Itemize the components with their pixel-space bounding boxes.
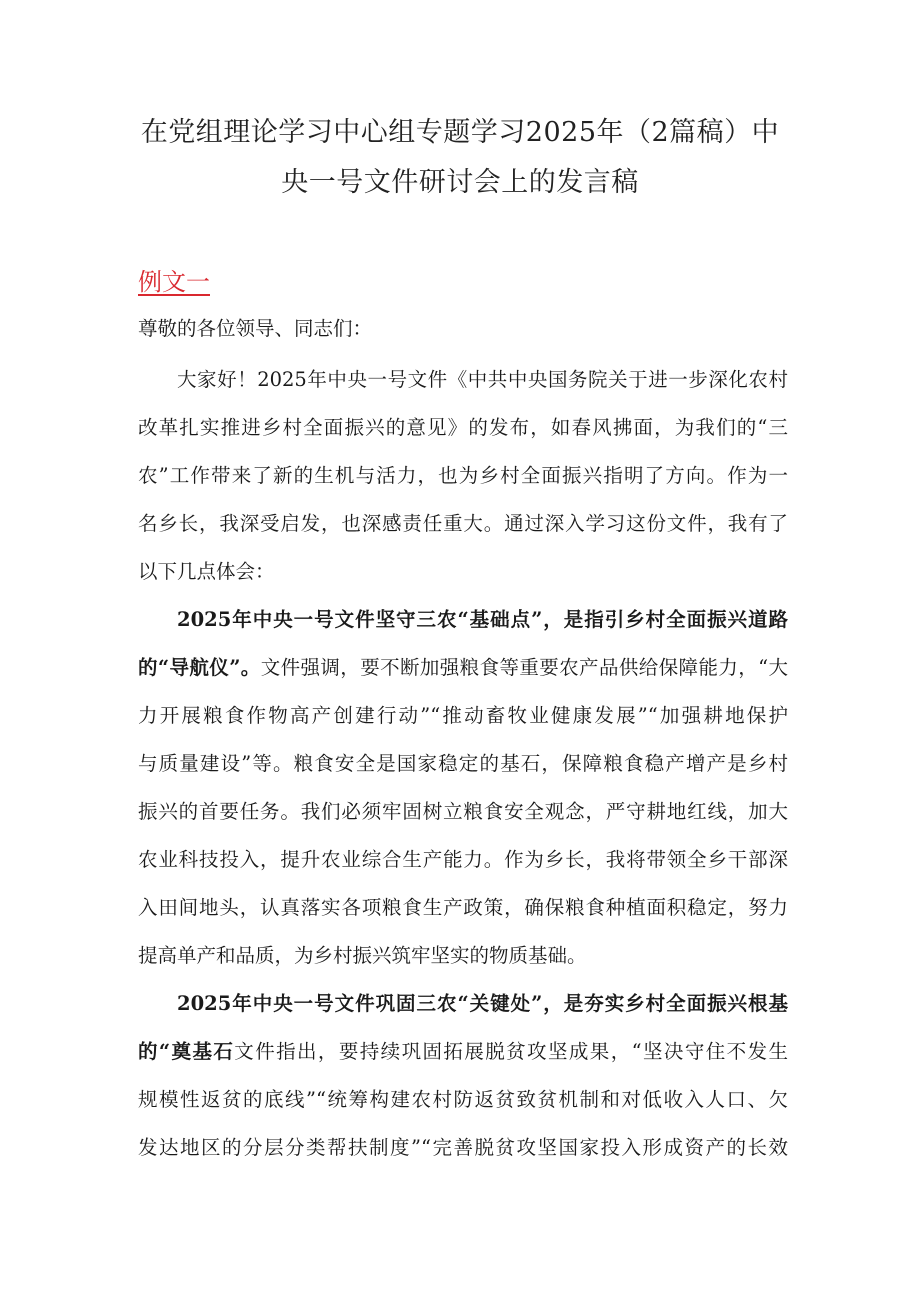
paragraph-1 xyxy=(138,356,788,596)
paragraph-2 xyxy=(138,596,788,980)
title-line-2: 央一号文件研讨会上的发言稿 xyxy=(281,167,639,198)
paragraph-line xyxy=(138,644,788,692)
paragraph-line: 振兴的首要任务。我们必须牢固树立粮食安全观念，严守耕地红线，加大 xyxy=(138,800,788,823)
paragraph-line: 入田间地头，认真落实各项粮食生产政策，确保粮食种植面积稳定，努力 xyxy=(138,896,788,919)
paragraph-line: 与质量建设”等。粮食安全是国家稳定的基石，保障粮食稳产增产是乡村 xyxy=(138,752,788,775)
paragraph-heading-line: 2025年中央一号文件坚守三农“基础点”，是指引乡村全面振兴道路 xyxy=(177,608,788,631)
paragraph-line: 农”工作带来了新的生机与活力，也为乡村全面振兴指明了方向。作为一 xyxy=(138,464,788,487)
paragraph-heading-line: 2025年中央一号文件巩固三农“关键处”，是夯实乡村全面振兴根基 xyxy=(177,992,788,1015)
document-title xyxy=(100,108,820,208)
paragraph-line: 发达地区的分层分类帮扶制度”“完善脱贫攻坚国家投入形成资产的长效 xyxy=(138,1136,788,1159)
paragraph-3 xyxy=(138,980,788,1172)
paragraph-line: 以下几点体会： xyxy=(138,560,275,583)
bold-lead: 的“导航仪”。 xyxy=(138,656,261,679)
paragraph-line: 名乡长，我深受启发，也深感责任重大。通过深入学习这份文件，我有了 xyxy=(138,512,788,535)
lead-rest: 文件强调，要不断加强粮食等重要农产品供给保障能力，“大 xyxy=(260,656,788,679)
paragraph-line: 规模性返贫的底线”“统筹构建农村防返贫致贫机制和对低收入人口、欠 xyxy=(138,1088,788,1111)
paragraph-line: 提高单产和品质，为乡村振兴筑牢坚实的物质基础。 xyxy=(138,944,587,967)
greeting: 尊敬的各位领导、同志们： xyxy=(138,317,373,340)
paragraph-line: 大家好！2025年中央一号文件《中共中央国务院关于进一步深化农村 xyxy=(177,368,788,391)
paragraph-line xyxy=(138,1028,788,1076)
bold-lead: 的“奠基石 xyxy=(138,1040,235,1063)
paragraph-line: 力开展粮食作物高产创建行动”“推动畜牧业健康发展”“加强耕地保护 xyxy=(138,704,788,727)
section-heading: 例文一 xyxy=(138,268,210,296)
lead-rest: 文件指出，要持续巩固拓展脱贫攻坚成果，“坚决守住不发生 xyxy=(234,1040,788,1063)
paragraph-line: 改革扎实推进乡村全面振兴的意见》的发布，如春风拂面，为我们的“三 xyxy=(138,416,788,439)
paragraph-line: 农业科技投入，提升农业综合生产能力。作为乡长，我将带领全乡干部深 xyxy=(138,848,788,871)
title-line-1: 在党组理论学习中心组专题学习2025年（2篇稿）中 xyxy=(140,117,780,148)
